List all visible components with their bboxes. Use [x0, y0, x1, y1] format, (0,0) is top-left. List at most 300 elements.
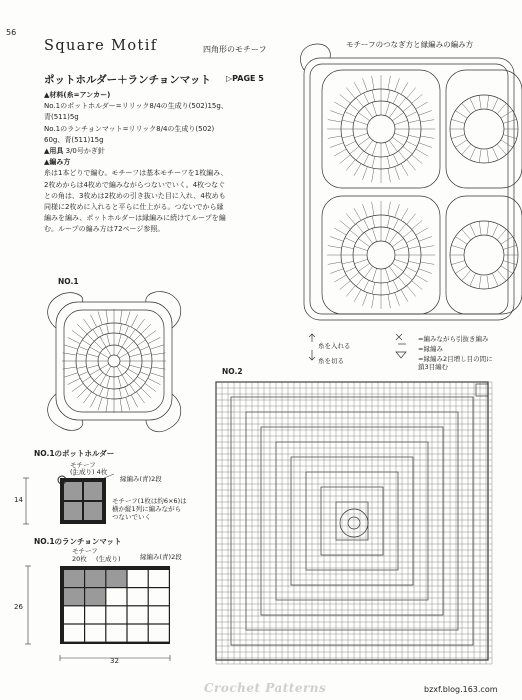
stitch-mark	[364, 154, 369, 165]
stitch-mark	[487, 275, 489, 289]
stitch-mark	[501, 266, 513, 274]
stitch-mark	[346, 88, 355, 99]
method-heading: ▲編み方	[44, 158, 71, 167]
instructions-block	[44, 90, 284, 236]
stitch-mark	[387, 216, 390, 228]
stitch-mark	[126, 397, 130, 410]
stitch-mark	[492, 273, 498, 286]
stitch-mark	[503, 261, 516, 265]
potholder-label: NO.1のポットホルダー	[34, 449, 115, 458]
stitch-mark	[117, 347, 122, 356]
stitch-mark	[65, 373, 78, 377]
stitch-mark	[420, 136, 434, 138]
stitch-mark	[354, 82, 361, 94]
stitch-mark	[412, 220, 423, 229]
materials-line: No.1のポットホルダー=リリック8/4の生成り(502)15g、	[44, 102, 228, 111]
stitch-mark	[342, 261, 354, 264]
stitch-mark	[150, 345, 163, 349]
stitch-mark	[395, 204, 400, 217]
stitch-mark	[334, 102, 346, 109]
stitch-mark	[106, 399, 108, 413]
stitch-mark	[503, 245, 516, 249]
filet-ring	[246, 412, 458, 630]
stitch-mark	[354, 208, 361, 220]
stitch-mark	[455, 140, 467, 148]
stitch-mark	[354, 246, 367, 250]
filet-ring	[291, 457, 413, 585]
stitch-mark	[364, 93, 369, 104]
filet-ring	[231, 397, 473, 645]
stitch-mark	[82, 340, 90, 346]
stitch-mark	[119, 324, 121, 334]
stitch-mark	[345, 141, 356, 146]
stitch-mark	[363, 204, 368, 217]
stitch-mark	[77, 388, 87, 398]
stitch-mark	[363, 167, 368, 180]
stitch-mark	[119, 364, 128, 369]
mat-width: 32	[110, 657, 119, 665]
stitch-mark	[497, 229, 506, 240]
stitch-mark	[68, 337, 80, 343]
stitch-mark	[398, 151, 405, 160]
stitch-mark	[412, 281, 423, 290]
mat-motif-color: (生成り)	[96, 555, 121, 563]
method-line: 同様に2枚めに入れると平らに仕上がる。つないでから縁	[44, 203, 224, 212]
mat-motif-cell	[106, 570, 126, 587]
stitch-mark	[87, 365, 99, 368]
legend-yarn-join: 糸を入れる	[318, 342, 351, 350]
mat-motif-cell	[85, 606, 105, 623]
stitch-mark	[87, 354, 99, 357]
stitch-mark	[462, 270, 471, 281]
mat-motif-cell	[149, 625, 169, 642]
stitch-mark	[87, 334, 94, 341]
mat-motif-cell	[149, 588, 169, 605]
stitch-mark	[358, 263, 369, 271]
stitch-mark	[501, 237, 513, 245]
stitch-mark	[401, 82, 408, 94]
stitch-mark	[389, 232, 397, 243]
stitch-mark	[350, 146, 359, 153]
stitch-mark	[119, 388, 121, 398]
cross-icon	[396, 334, 402, 340]
stitch-mark	[131, 395, 137, 407]
stitch-mark	[394, 246, 407, 250]
mat-motif-cell	[149, 606, 169, 623]
stitch-mark	[63, 353, 77, 355]
method-line: との角は、3枚めは2枚めの引き抜いた目に入れ、4枚めも	[44, 191, 226, 200]
stitch-mark	[345, 238, 356, 243]
product-title: ポットホルダー＋ランチョンマット	[44, 74, 211, 86]
stitch-mark	[420, 262, 434, 264]
stitch-mark	[393, 93, 398, 104]
stitch-mark	[152, 367, 166, 369]
tools-heading: ▲用具	[44, 147, 64, 156]
stitch-mark	[408, 246, 420, 249]
stitch-mark	[340, 281, 351, 290]
stitch-mark	[501, 140, 513, 148]
arrow-up-icon	[309, 334, 315, 342]
stitch-mark	[106, 366, 111, 375]
stitch-mark	[107, 324, 109, 334]
stitch-mark	[416, 149, 428, 156]
stitch-mark	[407, 286, 416, 297]
stitch-mark	[416, 228, 428, 235]
stitch-mark	[328, 246, 342, 248]
stitch-mark	[68, 378, 80, 384]
mat-motif-cell	[149, 570, 169, 587]
stitch-mark	[470, 273, 476, 286]
stitch-mark	[385, 228, 389, 241]
stitch-mark	[94, 372, 102, 380]
stitch-mark	[120, 310, 122, 324]
stitch-mark	[131, 315, 137, 327]
mat-motif-cell	[85, 570, 105, 587]
stitch-mark	[354, 259, 367, 263]
stitch-mark	[345, 112, 356, 117]
stitch-mark	[118, 334, 121, 346]
stitch-mark	[126, 312, 130, 325]
stitch-mark	[93, 329, 99, 337]
stitch-mark	[470, 98, 476, 111]
stitch-mark	[470, 224, 476, 237]
stitch-mark	[330, 111, 343, 116]
stitch-mark	[385, 142, 389, 155]
mat-motif-cell	[128, 625, 148, 642]
stitch-mark	[389, 266, 397, 277]
stitch-mark	[65, 345, 78, 349]
mat-height: 26	[14, 603, 23, 611]
stitch-mark	[328, 262, 342, 264]
stitch-mark	[401, 164, 408, 176]
stitch-mark	[340, 155, 351, 164]
stitch-mark	[137, 340, 145, 346]
stitch-mark	[100, 337, 106, 347]
stitch-mark	[403, 104, 412, 111]
stitch-mark	[501, 111, 513, 119]
stitch-mark	[401, 290, 408, 302]
diagram-no1-label: NO.1	[58, 277, 79, 286]
stitch-mark	[363, 293, 368, 306]
stitch-mark	[334, 275, 346, 282]
stitch-mark	[479, 221, 481, 235]
stitch-mark	[412, 155, 423, 164]
stitch-mark	[392, 239, 403, 247]
stitch-mark	[354, 164, 361, 176]
stitch-mark	[372, 282, 375, 294]
stitch-mark	[365, 232, 373, 243]
stitch-mark	[340, 94, 351, 103]
stitch-mark	[479, 149, 481, 163]
filet-ring	[261, 427, 443, 615]
stitch-mark	[129, 365, 141, 368]
stitch-mark	[340, 220, 351, 229]
stitch-mark	[83, 392, 91, 403]
stitch-mark	[451, 261, 464, 265]
stitch-mark	[99, 326, 103, 335]
stitch-mark	[388, 168, 390, 182]
stitch-mark	[354, 133, 367, 137]
stitch-mark	[90, 347, 100, 353]
stitch-mark	[398, 224, 405, 233]
stitch-mark	[492, 147, 498, 160]
stitch-mark	[79, 346, 88, 350]
stitch-mark	[125, 341, 133, 349]
stitch-mark	[470, 147, 476, 160]
page-subtitle: 四角形のモチーフ	[203, 45, 267, 54]
stitch-mark	[94, 341, 102, 349]
stitch-mark	[342, 246, 354, 249]
stitch-mark	[451, 245, 464, 249]
stitch-mark	[451, 135, 464, 139]
stitch-mark	[330, 269, 343, 274]
stitch-mark	[122, 337, 128, 347]
stitch-mark	[372, 268, 376, 281]
stitch-mark	[403, 230, 412, 237]
stitch-mark	[130, 384, 136, 392]
mat-motif-cell	[64, 570, 84, 587]
method-line: 編みを編み、ポットホルダーは縁編みに続けてループを編	[44, 214, 226, 223]
mat-motif-cell	[85, 625, 105, 642]
stitch-mark	[98, 397, 102, 410]
stitch-mark	[389, 106, 397, 117]
stitch-mark	[398, 98, 405, 107]
stitch-mark	[419, 237, 432, 242]
stitch-mark	[462, 229, 471, 240]
stitch-mark	[406, 238, 417, 243]
stitch-mark	[145, 383, 156, 391]
stitch-mark	[398, 277, 405, 286]
mat-schematic	[24, 562, 174, 666]
stitch-mark	[372, 294, 374, 308]
stitch-mark	[122, 375, 128, 385]
stitch-mark	[330, 143, 343, 148]
stitch-mark	[497, 270, 506, 281]
stitch-mark	[372, 168, 374, 182]
stitch-mark	[462, 144, 471, 155]
stitch-mark	[372, 216, 375, 228]
stitch-mark	[130, 329, 136, 337]
stitch-mark	[420, 246, 434, 248]
materials-line: No.1のランチョンマット=リリック8/4の生成り(502)	[44, 124, 215, 133]
page-title: Square Motif	[44, 38, 158, 54]
potholder-motif-color: (生成り) 4枚	[70, 468, 108, 476]
stitch-mark	[403, 272, 412, 279]
triangle-icon	[396, 352, 406, 358]
stitch-mark	[372, 156, 375, 168]
stitch-mark	[342, 135, 354, 138]
stitch-mark	[395, 293, 400, 306]
stitch-mark	[356, 224, 363, 233]
stitch-mark	[72, 383, 83, 391]
stitch-mark	[342, 120, 354, 123]
stitch-mark	[330, 237, 343, 242]
stitch-mark	[346, 214, 355, 225]
stitch-mark	[393, 219, 398, 230]
potholder-motif-note-2: 横か縦1列に編みながら	[112, 505, 182, 513]
stitch-mark	[392, 113, 403, 121]
stitch-mark	[408, 135, 420, 138]
stitch-mark	[420, 120, 434, 122]
stitch-mark	[372, 202, 374, 216]
stitch-mark	[356, 151, 363, 160]
stitch-mark	[406, 267, 417, 272]
stitch-mark	[350, 104, 359, 111]
stitch-mark	[358, 137, 369, 145]
stitch-mark	[106, 310, 108, 324]
stitch-mark	[107, 388, 109, 398]
mat-motif-label: モチーフ	[72, 547, 98, 555]
stitch-mark	[372, 90, 375, 102]
stitch-mark	[419, 143, 432, 148]
stitch-mark	[136, 392, 144, 403]
stitch-mark	[134, 381, 141, 388]
stitch-mark	[334, 228, 346, 235]
potholder-motif-label: モチーフ	[70, 461, 96, 469]
stitch-mark	[479, 95, 481, 109]
stitch-mark	[63, 367, 77, 369]
stitch-mark	[125, 387, 129, 396]
stitch-mark	[393, 280, 398, 291]
stitch-mark	[487, 221, 489, 235]
stitch-mark	[145, 330, 156, 338]
potholder-edge-note: 縁編み(青)2段	[120, 475, 162, 483]
stitch-mark	[419, 269, 432, 274]
stitch-mark	[363, 78, 368, 91]
mat-motif-cell	[64, 588, 84, 605]
stitch-mark	[140, 346, 149, 350]
stitch-mark	[487, 149, 489, 163]
stitch-mark	[90, 395, 96, 407]
mat-motif-cell	[106, 625, 126, 642]
tools-value: 3/0号かぎ針	[65, 147, 105, 156]
mat-label: NO.1のランチョンマット	[34, 537, 122, 546]
stitch-mark	[492, 98, 498, 111]
mat-motif-cell	[106, 588, 126, 605]
stitch-mark	[455, 111, 467, 119]
filet-ring	[336, 502, 368, 540]
method-line: 糸は1本どりで編む。モチーフは基本モチーフを1枚編み、	[44, 169, 228, 178]
stitch-mark	[487, 95, 489, 109]
stitch-mark	[100, 375, 106, 385]
stitch-mark	[406, 141, 417, 146]
stitch-mark	[129, 354, 141, 357]
stitch-mark	[358, 239, 369, 247]
filet-ring	[276, 442, 428, 600]
stitch-mark	[388, 76, 390, 90]
stitch-mark	[90, 369, 100, 375]
stitch-mark	[407, 160, 416, 171]
potholder-motif-note-1: モチーフ(1枚は約6×6)は	[112, 497, 187, 505]
method-line: 2枚めからは4枚めで編みながらつないでいく。4枚つなぐ	[44, 180, 226, 189]
stitch-mark	[125, 372, 133, 380]
legend-slip: =編みながら引抜き編み	[418, 335, 489, 343]
stitch-mark	[334, 149, 346, 156]
stitch-mark	[72, 330, 83, 338]
method-line: む。ループの編み方は72ページ参照。	[44, 225, 165, 234]
stitch-mark	[125, 326, 129, 335]
stitch-mark	[387, 156, 390, 168]
stitch-mark	[479, 275, 481, 289]
stitch-mark	[372, 76, 374, 90]
stitch-mark	[406, 112, 417, 117]
filet-ring	[216, 382, 488, 660]
stitch-mark	[77, 354, 87, 356]
stitch-mark	[503, 135, 516, 139]
materials-heading: ▲材料(糸=アンカー)	[44, 91, 111, 99]
materials-line: 青(511)5g	[44, 113, 79, 122]
stitch-mark	[83, 319, 91, 330]
stitch-mark	[372, 142, 376, 155]
mat-motif-cell	[128, 570, 148, 587]
stitch-mark	[394, 133, 407, 137]
stitch-mark	[372, 228, 376, 241]
stitch-mark	[150, 373, 163, 377]
stitch-mark	[365, 140, 373, 151]
stitch-mark	[364, 280, 369, 291]
stitch-mark	[356, 98, 363, 107]
stitch-mark	[408, 120, 420, 123]
mat-motif-cell	[106, 606, 126, 623]
stitch-mark	[328, 120, 342, 122]
stitch-mark	[148, 378, 160, 384]
stitch-mark	[354, 120, 367, 124]
stitch-mark	[365, 106, 373, 117]
mat-motif-cell	[64, 625, 84, 642]
stitch-mark	[87, 381, 94, 388]
potholder-height: 14	[14, 496, 23, 504]
stitch-mark	[392, 263, 403, 271]
join-diagram	[296, 40, 522, 325]
stitch-mark	[401, 208, 408, 220]
stitch-mark	[152, 353, 166, 355]
mat-motif-cell	[64, 606, 84, 623]
stitch-mark	[451, 119, 464, 123]
stitch-mark	[128, 369, 138, 375]
arrow-down-icon	[309, 350, 315, 360]
stitch-mark	[364, 219, 369, 230]
mat-motif-cell	[128, 606, 148, 623]
stitch-mark	[107, 334, 110, 346]
stitch-mark	[346, 160, 355, 171]
stitch-mark	[372, 102, 376, 115]
stitch-mark	[350, 230, 359, 237]
legend-edge: =縁編み	[418, 345, 443, 353]
stitch-mark	[407, 214, 416, 225]
stitch-mark	[416, 102, 428, 109]
page-reference: ▷PAGE 5	[226, 74, 264, 83]
stitch-mark	[356, 277, 363, 286]
stitch-mark	[106, 347, 111, 356]
stitch-mark	[393, 154, 398, 165]
stitch-mark	[462, 103, 471, 114]
stitch-mark	[99, 387, 103, 396]
legend-between: =縁編み2目増し目の間に	[418, 355, 493, 363]
mat-motif-cell	[128, 588, 148, 605]
stitch-mark	[455, 266, 467, 274]
stitch-mark	[387, 90, 390, 102]
stitch-mark	[119, 353, 128, 358]
stitch-mark	[394, 259, 407, 263]
stitch-mark	[403, 146, 412, 153]
stitch-mark	[365, 266, 373, 277]
stitch-mark	[93, 384, 99, 392]
stitch-mark	[128, 347, 138, 353]
stitch-mark	[120, 399, 122, 413]
stitch-mark	[136, 319, 144, 330]
filet-ring	[321, 487, 383, 555]
stitch-mark	[79, 372, 88, 376]
